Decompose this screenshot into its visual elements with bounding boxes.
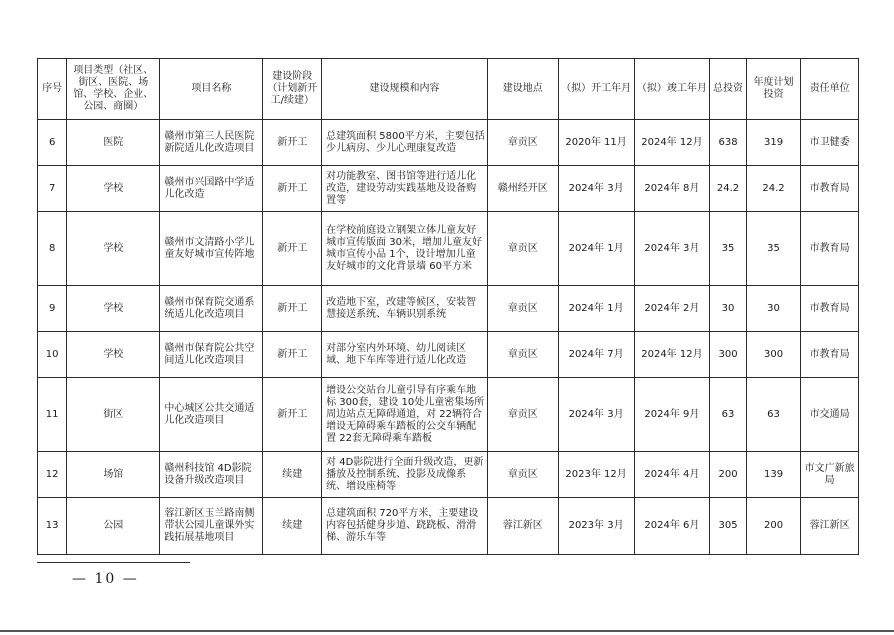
table-cell: 2024年 3月 (634, 212, 710, 286)
table-cell: 新开工 (263, 332, 322, 378)
table-cell: 学校 (67, 332, 160, 378)
table-cell: 30 (710, 286, 746, 332)
table-cell: 赣州市保育院交通系统适儿化改造项目 (160, 286, 263, 332)
table-cell: 街区 (67, 378, 160, 452)
project-table (37, 58, 859, 555)
table-cell: 总建筑面积 720平方米，主要建设内容包括健身步道、跷跷板、滑滑梯、游乐车等 (322, 498, 488, 555)
table-cell: 赣州市第三人民医院新院适儿化改造项目 (160, 120, 263, 166)
table-cell: 市教育局 (801, 166, 859, 212)
table-row (38, 498, 859, 555)
table-cell: 8 (38, 212, 67, 286)
table-row (38, 212, 859, 286)
table-cell: 章贡区 (487, 120, 558, 166)
table-cell: 7 (38, 166, 67, 212)
table-row (38, 452, 859, 498)
table-cell: 对 4D影院进行全面升级改造，更新播放及控制系统、投影及成像系统、增设座椅等 (322, 452, 488, 498)
table-cell: 2024年 12月 (634, 332, 710, 378)
table-cell: 12 (38, 452, 67, 498)
table-cell: 蓉江新区 (801, 498, 859, 555)
table-cell: 医院 (67, 120, 160, 166)
table-cell: 赣州科技馆 4D影院设备升级改造项目 (160, 452, 263, 498)
table-cell: 2024年 1月 (558, 212, 634, 286)
table-cell: 章贡区 (487, 286, 558, 332)
table-cell: 63 (746, 378, 801, 452)
table-cell: 蓉江新区玉兰路南侧带状公园儿童课外实践拓展基地项目 (160, 498, 263, 555)
table-cell: 新开工 (263, 166, 322, 212)
page-number: — 10 — (72, 571, 139, 587)
table-cell: 章贡区 (487, 452, 558, 498)
table-cell: 300 (746, 332, 801, 378)
column-header: 序号 (38, 59, 67, 120)
table-cell: 200 (710, 452, 746, 498)
table-cell: 赣州市保育院公共空间适儿化改造项目 (160, 332, 263, 378)
table-cell: 319 (746, 120, 801, 166)
table-cell: 续建 (263, 452, 322, 498)
table-cell: 24.2 (746, 166, 801, 212)
table-cell: 2024年 6月 (634, 498, 710, 555)
table-cell: 2023年 3月 (558, 498, 634, 555)
table-cell: 市文广新旅局 (801, 452, 859, 498)
table-row (38, 166, 859, 212)
table-cell: 章贡区 (487, 212, 558, 286)
table-cell: 新开工 (263, 120, 322, 166)
table-cell: 2024年 3月 (558, 378, 634, 452)
table-cell: 2024年 8月 (634, 166, 710, 212)
table-cell: 市教育局 (801, 286, 859, 332)
column-header: 项目名称 (160, 59, 263, 120)
table-cell: 市教育局 (801, 212, 859, 286)
table-cell: 300 (710, 332, 746, 378)
table-cell: 在学校前庭设立钢架立体儿童友好城市宣传版面 30米，增加儿童友好城市宣传小品 1个，设计增加儿童友好城市的文化背景墙 60平方米 (322, 212, 488, 286)
table-cell: 对功能教室、图书馆等进行适儿化改造，建设劳动实践基地及设备购置等 (322, 166, 488, 212)
table-row (38, 120, 859, 166)
table-cell: 学校 (67, 212, 160, 286)
table-header-row (38, 59, 859, 120)
table-cell: 学校 (67, 286, 160, 332)
table-cell: 中心城区公共交通适儿化改造项目 (160, 378, 263, 452)
column-header: 建设地点 (487, 59, 558, 120)
table-cell: 续建 (263, 498, 322, 555)
table-body (38, 120, 859, 555)
table-cell: 新开工 (263, 378, 322, 452)
column-header: （拟）竣工年月 (634, 59, 710, 120)
bottom-rule (0, 630, 894, 632)
table-cell: 市卫健委 (801, 120, 859, 166)
table-cell: 公园 (67, 498, 160, 555)
table-cell: 市教育局 (801, 332, 859, 378)
table-row (38, 378, 859, 452)
table-cell: 2024年 2月 (634, 286, 710, 332)
table-cell: 2024年 12月 (634, 120, 710, 166)
table-cell: 9 (38, 286, 67, 332)
table-cell: 13 (38, 498, 67, 555)
table-cell: 2024年 7月 (558, 332, 634, 378)
table-cell: 赣州经开区 (487, 166, 558, 212)
table-cell: 章贡区 (487, 378, 558, 452)
table-cell: 2024年 4月 (634, 452, 710, 498)
table-row (38, 286, 859, 332)
table-cell: 改造地下室，改建等候区，安装智慧接送系统、车辆识别系统 (322, 286, 488, 332)
table-cell: 638 (710, 120, 746, 166)
table-cell: 2024年 3月 (558, 166, 634, 212)
table-cell: 章贡区 (487, 332, 558, 378)
column-header: 建设规模和内容 (322, 59, 488, 120)
column-header: 责任单位 (801, 59, 859, 120)
table-cell: 增设公交站台儿童引导有序乘车地标 300套，建设 10处儿童密集场所周边站点无障碍通道，对 22辆符合增设无障碍乘车踏板的公交车辆配置 22套无障碍乘车踏板 (322, 378, 488, 452)
table-cell: 场馆 (67, 452, 160, 498)
table-cell: 200 (746, 498, 801, 555)
table-cell: 学校 (67, 166, 160, 212)
table-cell: 对部分室内外环境、幼儿阅读区域、地下车库等进行适儿化改造 (322, 332, 488, 378)
table-cell: 35 (710, 212, 746, 286)
table-cell: 2024年 1月 (558, 286, 634, 332)
table-cell: 11 (38, 378, 67, 452)
table-cell: 赣州市兴国路中学适儿化改造 (160, 166, 263, 212)
table-cell: 赣州市文清路小学儿童友好城市宣传阵地 (160, 212, 263, 286)
table-cell: 2024年 9月 (634, 378, 710, 452)
table-cell: 24.2 (710, 166, 746, 212)
column-header: 建设阶段（计划新开工/续建） (263, 59, 322, 120)
table-cell: 63 (710, 378, 746, 452)
footer-divider (37, 562, 190, 563)
table-cell: 蓉江新区 (487, 498, 558, 555)
column-header: （拟）开工年月 (558, 59, 634, 120)
table-cell: 35 (746, 212, 801, 286)
table-cell: 总建筑面积 5800平方米，主要包括少儿病房、少儿心理康复改造 (322, 120, 488, 166)
table-cell: 10 (38, 332, 67, 378)
table-cell: 市交通局 (801, 378, 859, 452)
table-cell: 新开工 (263, 286, 322, 332)
table-cell: 2020年 11月 (558, 120, 634, 166)
table-cell: 2023年 12月 (558, 452, 634, 498)
table-cell: 6 (38, 120, 67, 166)
column-header: 项目类型（社区、街区、医院、场馆、学校、企业、公园、商圈） (67, 59, 160, 120)
table-cell: 新开工 (263, 212, 322, 286)
column-header: 总投资 (710, 59, 746, 120)
table-cell: 30 (746, 286, 801, 332)
table-row (38, 332, 859, 378)
table-cell: 305 (710, 498, 746, 555)
table-cell: 139 (746, 452, 801, 498)
column-header: 年度计划投资 (746, 59, 801, 120)
